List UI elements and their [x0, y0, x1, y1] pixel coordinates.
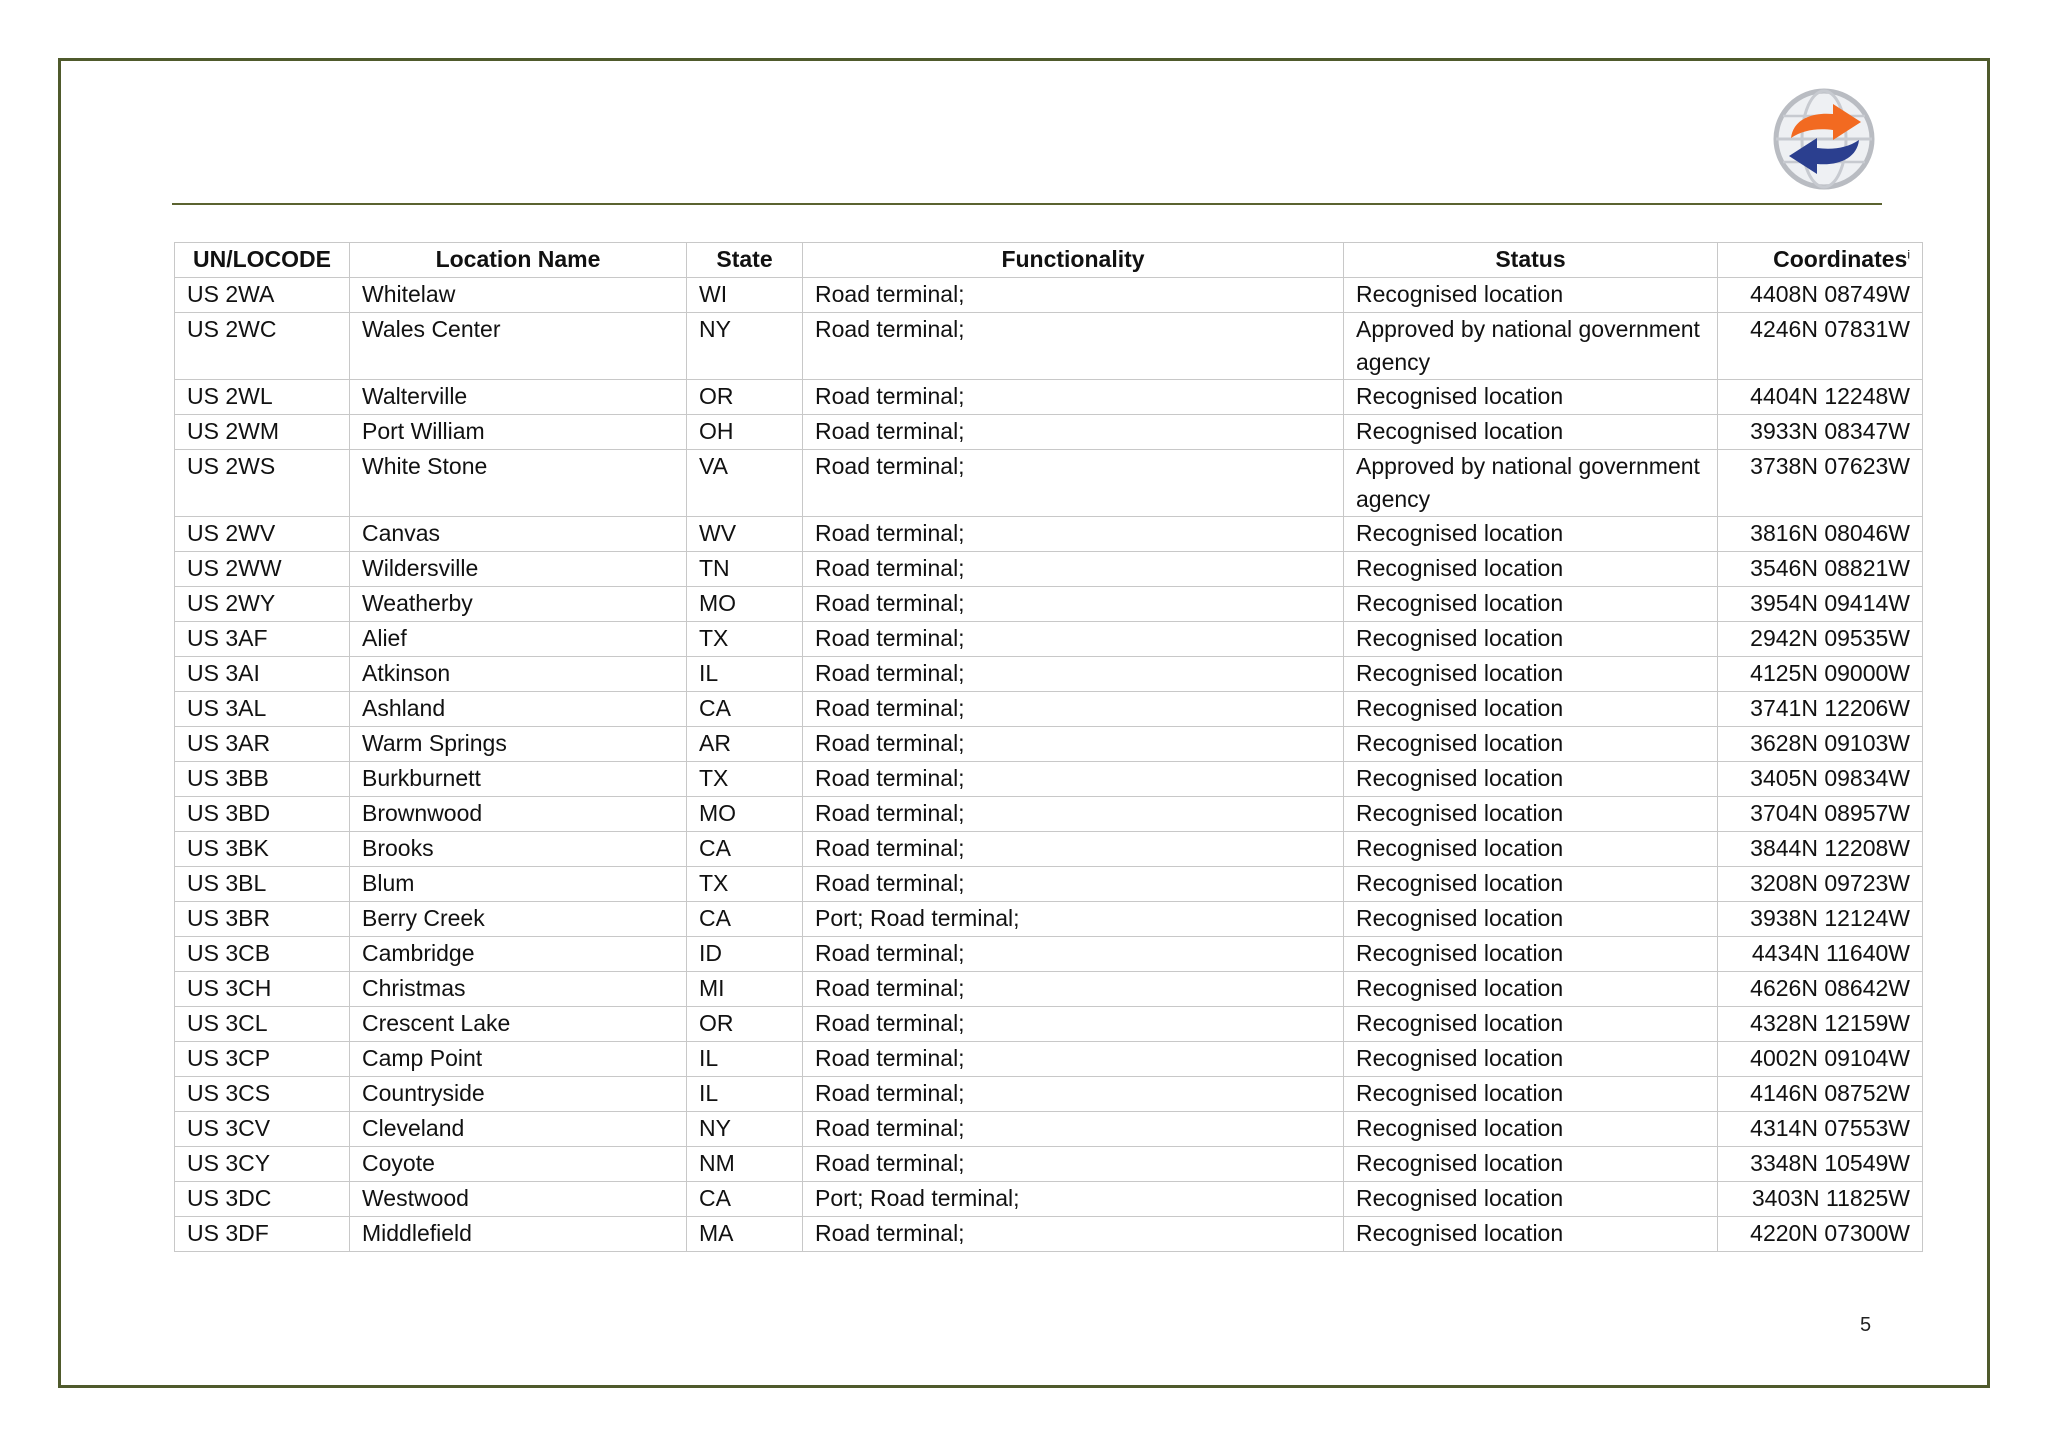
- table-row: [175, 1042, 1923, 1077]
- cell-functionality: Road terminal;: [803, 587, 1344, 622]
- cell-functionality: Road terminal;: [803, 1077, 1344, 1112]
- globe-exchange-arrows-icon: [1771, 86, 1877, 192]
- cell-location-name: Brooks: [350, 832, 687, 867]
- cell-unlocode: US 2WC: [175, 313, 350, 380]
- cell-unlocode: US 2WW: [175, 552, 350, 587]
- cell-location-name: Cleveland: [350, 1112, 687, 1147]
- cell-functionality: Road terminal;: [803, 380, 1344, 415]
- cell-functionality: Port; Road terminal;: [803, 902, 1344, 937]
- cell-coordinates: 3348N 10549W: [1718, 1147, 1923, 1182]
- table-row: [175, 552, 1923, 587]
- cell-status: Recognised location: [1344, 867, 1718, 902]
- cell-state: IL: [687, 657, 803, 692]
- cell-unlocode: US 3DF: [175, 1217, 350, 1252]
- cell-functionality: Road terminal;: [803, 867, 1344, 902]
- table-row: [175, 587, 1923, 622]
- cell-coordinates: 3741N 12206W: [1718, 692, 1923, 727]
- table-row: [175, 832, 1923, 867]
- cell-functionality: Road terminal;: [803, 1112, 1344, 1147]
- cell-coordinates: 4246N 07831W: [1718, 313, 1923, 380]
- column-header-location-name: Location Name: [350, 243, 687, 278]
- cell-state: AR: [687, 727, 803, 762]
- cell-location-name: Warm Springs: [350, 727, 687, 762]
- cell-coordinates: 4220N 07300W: [1718, 1217, 1923, 1252]
- cell-coordinates: 3628N 09103W: [1718, 727, 1923, 762]
- column-header-functionality: Functionality: [803, 243, 1344, 278]
- cell-status: Approved by national government agency: [1344, 313, 1718, 380]
- column-header-unlocode: UN/LOCODE: [175, 243, 350, 278]
- cell-location-name: Atkinson: [350, 657, 687, 692]
- cell-status: Recognised location: [1344, 1182, 1718, 1217]
- cell-unlocode: US 3CY: [175, 1147, 350, 1182]
- cell-status: Recognised location: [1344, 622, 1718, 657]
- cell-functionality: Road terminal;: [803, 657, 1344, 692]
- cell-functionality: Port; Road terminal;: [803, 1182, 1344, 1217]
- cell-location-name: Coyote: [350, 1147, 687, 1182]
- cell-unlocode: US 3CS: [175, 1077, 350, 1112]
- cell-unlocode: US 3BL: [175, 867, 350, 902]
- table-row: [175, 1077, 1923, 1112]
- cell-coordinates: 2942N 09535W: [1718, 622, 1923, 657]
- cell-status: Recognised location: [1344, 1217, 1718, 1252]
- table-row: [175, 517, 1923, 552]
- cell-state: NY: [687, 313, 803, 380]
- cell-location-name: Wales Center: [350, 313, 687, 380]
- cell-status: Recognised location: [1344, 415, 1718, 450]
- cell-unlocode: US 3BK: [175, 832, 350, 867]
- cell-coordinates: 3704N 08957W: [1718, 797, 1923, 832]
- cell-unlocode: US 2WA: [175, 278, 350, 313]
- cell-status: Recognised location: [1344, 517, 1718, 552]
- cell-state: WI: [687, 278, 803, 313]
- table-row: [175, 727, 1923, 762]
- cell-unlocode: US 3CH: [175, 972, 350, 1007]
- cell-unlocode: US 3CL: [175, 1007, 350, 1042]
- cell-state: TX: [687, 622, 803, 657]
- cell-coordinates: 4328N 12159W: [1718, 1007, 1923, 1042]
- cell-location-name: Countryside: [350, 1077, 687, 1112]
- table-row: [175, 1217, 1923, 1252]
- cell-location-name: Alief: [350, 622, 687, 657]
- cell-location-name: Wildersville: [350, 552, 687, 587]
- cell-unlocode: US 3AF: [175, 622, 350, 657]
- cell-location-name: Port William: [350, 415, 687, 450]
- cell-state: CA: [687, 1182, 803, 1217]
- cell-location-name: Camp Point: [350, 1042, 687, 1077]
- column-header-coordinates: [1718, 243, 1923, 278]
- cell-coordinates: 4408N 08749W: [1718, 278, 1923, 313]
- cell-state: MO: [687, 797, 803, 832]
- cell-coordinates: 3546N 08821W: [1718, 552, 1923, 587]
- cell-status: Recognised location: [1344, 727, 1718, 762]
- cell-state: WV: [687, 517, 803, 552]
- table-row: [175, 902, 1923, 937]
- table-row: [175, 1007, 1923, 1042]
- cell-unlocode: US 2WY: [175, 587, 350, 622]
- column-header-status: Status: [1344, 243, 1718, 278]
- table-row: [175, 937, 1923, 972]
- cell-state: OR: [687, 1007, 803, 1042]
- table-row: [175, 278, 1923, 313]
- footnote-mark: i: [1907, 247, 1910, 262]
- cell-location-name: Weatherby: [350, 587, 687, 622]
- table-row: [175, 622, 1923, 657]
- table-body: [175, 278, 1923, 1252]
- table-row: [175, 797, 1923, 832]
- cell-status: Approved by national government agency: [1344, 450, 1718, 517]
- cell-location-name: Berry Creek: [350, 902, 687, 937]
- cell-functionality: Road terminal;: [803, 552, 1344, 587]
- cell-state: OH: [687, 415, 803, 450]
- coordinates-header-label: Coordinates: [1773, 246, 1908, 272]
- cell-functionality: Road terminal;: [803, 832, 1344, 867]
- cell-coordinates: 4125N 09000W: [1718, 657, 1923, 692]
- cell-coordinates: 4314N 07553W: [1718, 1112, 1923, 1147]
- cell-location-name: Christmas: [350, 972, 687, 1007]
- cell-functionality: Road terminal;: [803, 278, 1344, 313]
- cell-state: CA: [687, 902, 803, 937]
- cell-location-name: Westwood: [350, 1182, 687, 1217]
- cell-state: IL: [687, 1042, 803, 1077]
- cell-location-name: Walterville: [350, 380, 687, 415]
- cell-status: Recognised location: [1344, 587, 1718, 622]
- cell-unlocode: US 2WM: [175, 415, 350, 450]
- cell-status: Recognised location: [1344, 902, 1718, 937]
- cell-coordinates: 3844N 12208W: [1718, 832, 1923, 867]
- cell-unlocode: US 3AI: [175, 657, 350, 692]
- cell-unlocode: US 3BD: [175, 797, 350, 832]
- cell-coordinates: 4146N 08752W: [1718, 1077, 1923, 1112]
- cell-location-name: Crescent Lake: [350, 1007, 687, 1042]
- cell-functionality: Road terminal;: [803, 797, 1344, 832]
- table-header-row: [175, 243, 1923, 278]
- cell-functionality: Road terminal;: [803, 517, 1344, 552]
- cell-state: NY: [687, 1112, 803, 1147]
- cell-coordinates: 4626N 08642W: [1718, 972, 1923, 1007]
- cell-functionality: Road terminal;: [803, 1007, 1344, 1042]
- cell-status: Recognised location: [1344, 1007, 1718, 1042]
- table-row: [175, 415, 1923, 450]
- header-rule: [172, 203, 1882, 205]
- cell-coordinates: 3816N 08046W: [1718, 517, 1923, 552]
- cell-status: Recognised location: [1344, 692, 1718, 727]
- cell-location-name: Canvas: [350, 517, 687, 552]
- cell-unlocode: US 2WS: [175, 450, 350, 517]
- cell-functionality: Road terminal;: [803, 692, 1344, 727]
- cell-coordinates: 3208N 09723W: [1718, 867, 1923, 902]
- cell-status: Recognised location: [1344, 797, 1718, 832]
- cell-functionality: Road terminal;: [803, 937, 1344, 972]
- table-row: [175, 692, 1923, 727]
- table-row: [175, 450, 1923, 517]
- cell-status: Recognised location: [1344, 1042, 1718, 1077]
- cell-functionality: Road terminal;: [803, 1147, 1344, 1182]
- cell-state: TX: [687, 867, 803, 902]
- cell-coordinates: 3938N 12124W: [1718, 902, 1923, 937]
- cell-coordinates: 3738N 07623W: [1718, 450, 1923, 517]
- cell-state: MI: [687, 972, 803, 1007]
- cell-status: Recognised location: [1344, 762, 1718, 797]
- locode-table: [174, 242, 1923, 1252]
- table-row: [175, 657, 1923, 692]
- cell-status: Recognised location: [1344, 657, 1718, 692]
- table-row: [175, 1182, 1923, 1217]
- cell-unlocode: US 3CP: [175, 1042, 350, 1077]
- cell-coordinates: 3954N 09414W: [1718, 587, 1923, 622]
- cell-location-name: Ashland: [350, 692, 687, 727]
- cell-status: Recognised location: [1344, 552, 1718, 587]
- cell-status: Recognised location: [1344, 972, 1718, 1007]
- table-row: [175, 1112, 1923, 1147]
- cell-functionality: Road terminal;: [803, 622, 1344, 657]
- cell-coordinates: 4434N 11640W: [1718, 937, 1923, 972]
- cell-state: MA: [687, 1217, 803, 1252]
- cell-location-name: Cambridge: [350, 937, 687, 972]
- cell-location-name: Brownwood: [350, 797, 687, 832]
- cell-state: IL: [687, 1077, 803, 1112]
- cell-status: Recognised location: [1344, 937, 1718, 972]
- cell-state: CA: [687, 692, 803, 727]
- cell-location-name: Blum: [350, 867, 687, 902]
- cell-state: TN: [687, 552, 803, 587]
- cell-status: Recognised location: [1344, 278, 1718, 313]
- cell-unlocode: US 2WL: [175, 380, 350, 415]
- cell-state: OR: [687, 380, 803, 415]
- cell-coordinates: 4002N 09104W: [1718, 1042, 1923, 1077]
- cell-coordinates: 3405N 09834W: [1718, 762, 1923, 797]
- table-row: [175, 313, 1923, 380]
- cell-state: MO: [687, 587, 803, 622]
- table-row: [175, 972, 1923, 1007]
- cell-functionality: Road terminal;: [803, 450, 1344, 517]
- cell-unlocode: US 3BR: [175, 902, 350, 937]
- cell-status: Recognised location: [1344, 832, 1718, 867]
- cell-coordinates: 3933N 08347W: [1718, 415, 1923, 450]
- cell-status: Recognised location: [1344, 1112, 1718, 1147]
- cell-unlocode: US 3CB: [175, 937, 350, 972]
- cell-functionality: Road terminal;: [803, 727, 1344, 762]
- cell-location-name: Burkburnett: [350, 762, 687, 797]
- table-row: [175, 380, 1923, 415]
- cell-state: NM: [687, 1147, 803, 1182]
- cell-location-name: Whitelaw: [350, 278, 687, 313]
- cell-coordinates: 4404N 12248W: [1718, 380, 1923, 415]
- cell-functionality: Road terminal;: [803, 313, 1344, 380]
- cell-state: VA: [687, 450, 803, 517]
- cell-unlocode: US 3BB: [175, 762, 350, 797]
- table-row: [175, 762, 1923, 797]
- cell-unlocode: US 3DC: [175, 1182, 350, 1217]
- cell-status: Recognised location: [1344, 1077, 1718, 1112]
- cell-location-name: Middlefield: [350, 1217, 687, 1252]
- cell-unlocode: US 3CV: [175, 1112, 350, 1147]
- cell-unlocode: US 3AL: [175, 692, 350, 727]
- column-header-state: State: [687, 243, 803, 278]
- cell-coordinates: 3403N 11825W: [1718, 1182, 1923, 1217]
- cell-functionality: Road terminal;: [803, 1217, 1344, 1252]
- cell-status: Recognised location: [1344, 1147, 1718, 1182]
- cell-unlocode: US 3AR: [175, 727, 350, 762]
- cell-status: Recognised location: [1344, 380, 1718, 415]
- cell-unlocode: US 2WV: [175, 517, 350, 552]
- cell-functionality: Road terminal;: [803, 415, 1344, 450]
- table-row: [175, 867, 1923, 902]
- cell-functionality: Road terminal;: [803, 972, 1344, 1007]
- cell-state: ID: [687, 937, 803, 972]
- cell-functionality: Road terminal;: [803, 1042, 1344, 1077]
- page-number: 5: [1860, 1314, 1872, 1336]
- table-row: [175, 1147, 1923, 1182]
- cell-location-name: White Stone: [350, 450, 687, 517]
- cell-state: TX: [687, 762, 803, 797]
- cell-state: CA: [687, 832, 803, 867]
- cell-functionality: Road terminal;: [803, 762, 1344, 797]
